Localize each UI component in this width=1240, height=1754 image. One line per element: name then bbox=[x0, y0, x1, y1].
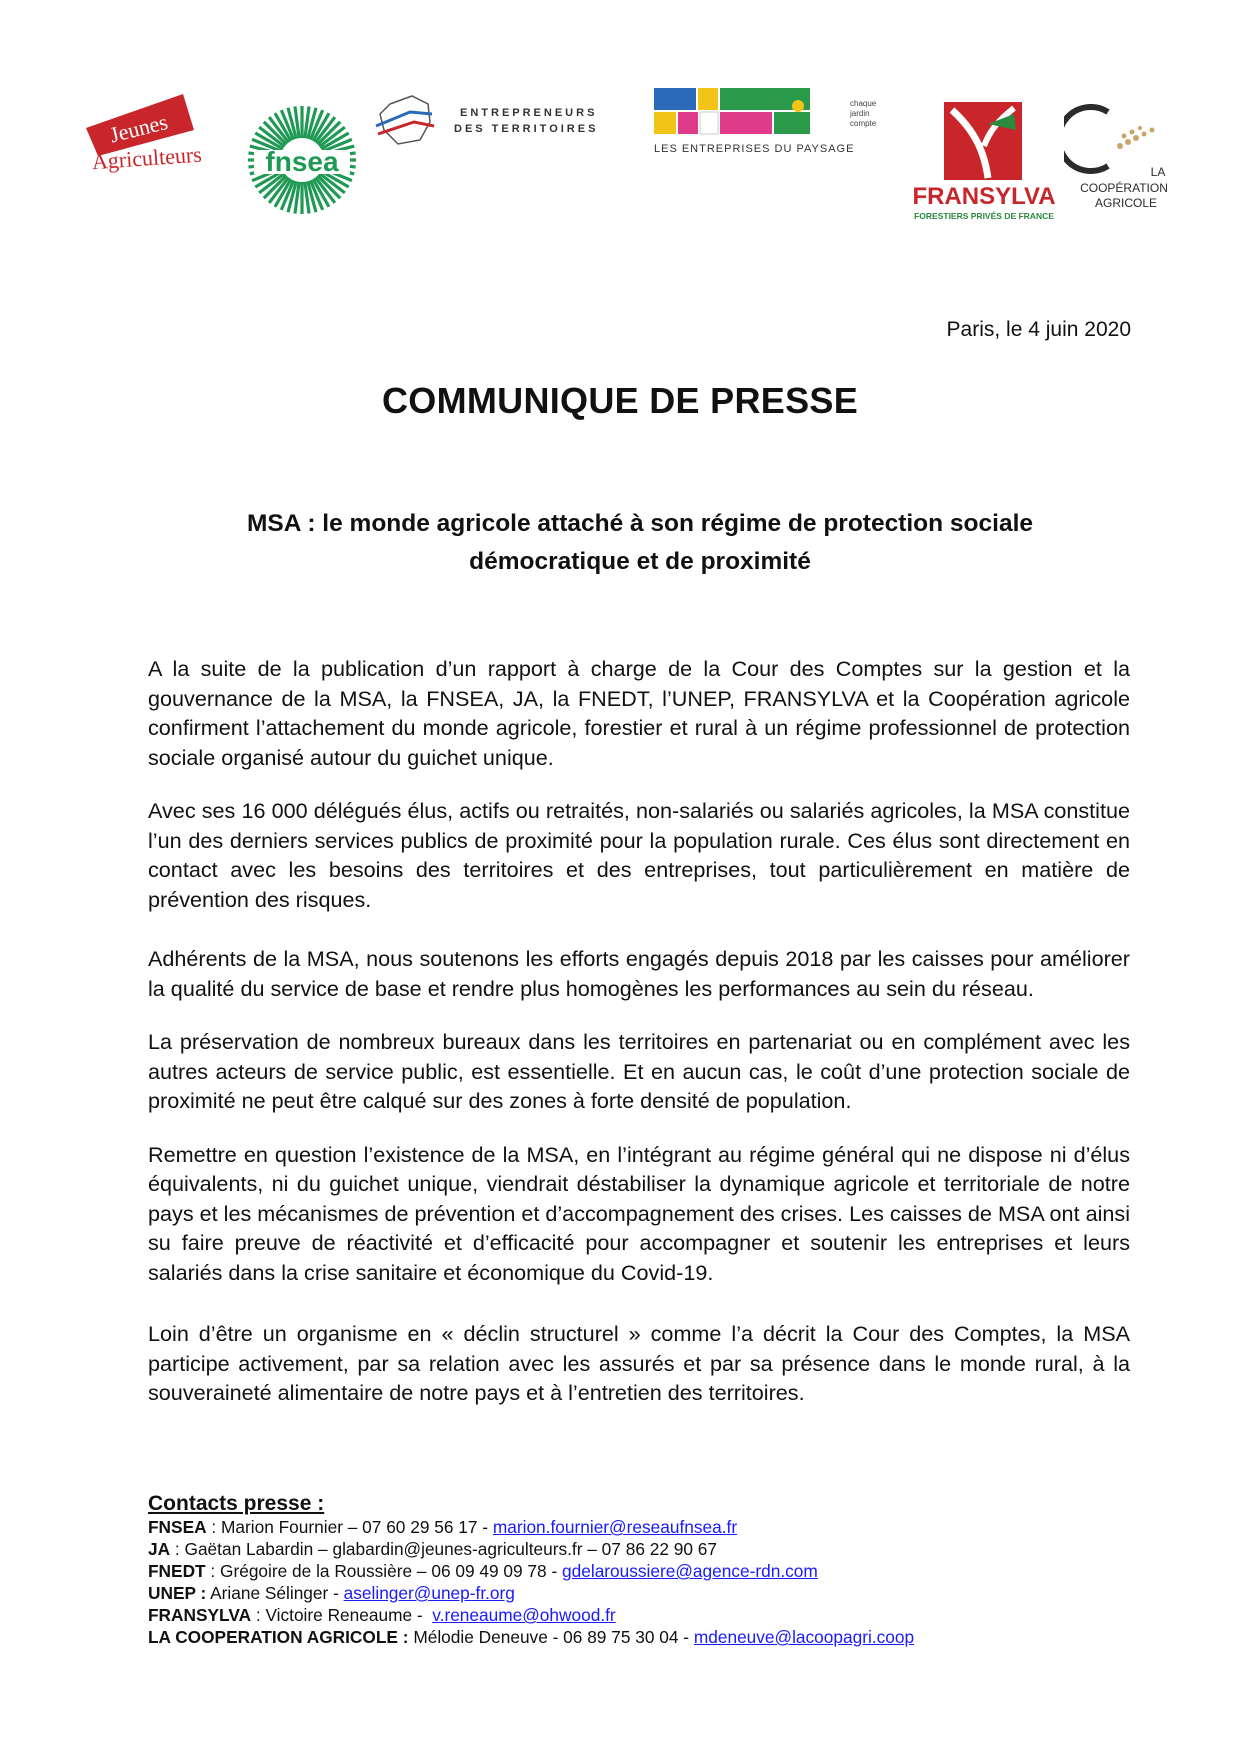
unep-blocks-icon bbox=[652, 84, 892, 164]
subtitle-line-1: MSA : le monde agricole attaché à son régime de protection sociale bbox=[246, 510, 1034, 537]
logo-banner bbox=[0, 0, 1240, 240]
coop-logo-line3: AGRICOLE bbox=[1094, 196, 1158, 210]
fransylva-logo bbox=[904, 100, 1064, 225]
coop-logo-line1: LA bbox=[1150, 165, 1166, 179]
contact-org: JA bbox=[148, 1539, 171, 1559]
contact-fnedt bbox=[148, 1560, 1148, 1582]
unep-tag-line2: jardin bbox=[850, 109, 870, 118]
edt-logo-line1: ENTREPRENEURS bbox=[460, 107, 598, 119]
paragraph-4: La préservation de nombreux bureaux dans les territoires en partenariat ou en complément avec les autres acteurs de service public, est essentielle. Et en aucun cas, le coût d’une protection sociale de proximité ne peut être calqué sur des zones à forte densité de population. bbox=[148, 1029, 1130, 1113]
contact-details: Ariane Sélinger - bbox=[210, 1583, 344, 1603]
contact-org: FRANSYLVA bbox=[148, 1605, 252, 1625]
fnsea-logo-text: fnsea bbox=[265, 146, 339, 177]
ja-logo-line2: Agriculteurs bbox=[91, 141, 203, 175]
contact-org: FNEDT bbox=[148, 1561, 206, 1581]
ja-logo-line1: Jeunes bbox=[107, 109, 171, 148]
document-date: Paris, le 4 juin 2020 bbox=[946, 318, 1131, 341]
fransylva-mark-icon bbox=[904, 100, 1064, 225]
contact-org: UNEP : bbox=[148, 1583, 207, 1603]
contact-cooperation-agricole bbox=[148, 1626, 1148, 1648]
contact-unep bbox=[148, 1582, 1148, 1604]
contact-separator: : bbox=[206, 1517, 221, 1537]
cooperation-agricole-logo bbox=[1064, 104, 1184, 214]
fnsea-sunburst-icon bbox=[246, 104, 358, 216]
jeunes-agriculteurs-logo bbox=[78, 86, 218, 181]
fnsea-logo bbox=[246, 104, 358, 216]
press-contacts bbox=[148, 1491, 1148, 1648]
contact-email-link[interactable]: marion.fournier@reseaufnsea.fr bbox=[492, 1517, 738, 1537]
coop-logo-line2: COOPÉRATION bbox=[1080, 181, 1168, 195]
coop-c-icon bbox=[1064, 104, 1184, 214]
contact-separator: : bbox=[205, 1561, 221, 1581]
document-title: COMMUNIQUE DE PRESSE bbox=[381, 380, 859, 421]
subtitle-line-2: démocratique et de proximité bbox=[469, 548, 811, 575]
unep-logo bbox=[652, 84, 892, 164]
contact-details: Grégoire de la Roussière – 06 09 49 09 78 - bbox=[220, 1561, 563, 1581]
edt-map-icon bbox=[372, 92, 612, 152]
contact-email-link[interactable]: mdeneuve@lacoopagri.coop bbox=[693, 1627, 915, 1647]
paragraph-2: Avec ses 16 000 délégués élus, actifs ou retraités, non-salariés ou salariés agricoles, la MSA constitue l’un des derniers services publics de proximité pour la population rurale. Ces élus sont directement en contact avec les besoins des territoires et des entreprises, tout particulièrement en matière de prévention des risques. bbox=[148, 798, 1130, 912]
contact-details: Gaëtan Labardin – glabardin@jeunes-agriculteurs.fr – 07 86 22 90 67 bbox=[184, 1539, 717, 1559]
contact-ja bbox=[148, 1538, 1148, 1560]
fransylva-logo-tagline: FORESTIERS PRIVÉS DE FRANCE bbox=[914, 211, 1054, 221]
paragraph-5: Remettre en question l’existence de la MSA, en l’intégrant au régime général qui ne dispose ni d’élus équivalents, ni du guichet unique, viendrait déstabiliser la dynamique agricole et territoriale de notre pays et les mécanismes de prévention et d’accompagnement des crises. Les caisses de MSA ont ainsi su faire preuve de réactivité et d’efficacité pour accompagner et soutenir les entreprises et leurs salariés dans la crise sanitaire et économique du Covid-19. bbox=[148, 1141, 1130, 1285]
contact-fnsea bbox=[148, 1516, 1148, 1538]
contact-email-link[interactable]: aselinger@unep-fr.org bbox=[343, 1583, 515, 1603]
contact-separator: : bbox=[170, 1539, 185, 1559]
contact-separator: : bbox=[251, 1605, 266, 1625]
paragraph-3: Adhérents de la MSA, nous soutenons les efforts engagés depuis 2018 par les caisses pour améliorer la qualité du service de base et rendre plus homogènes les performances au sein du réseau. bbox=[148, 946, 1130, 1001]
contact-org: LA COOPERATION AGRICOLE : bbox=[148, 1627, 409, 1647]
contact-details: Mélodie Deneuve - 06 89 75 30 04 - bbox=[413, 1627, 694, 1647]
unep-logo-caption: LES ENTREPRISES DU PAYSAGE bbox=[654, 143, 855, 155]
contacts-heading: Contacts presse : bbox=[148, 1492, 325, 1515]
edt-logo-line2: DES TERRITOIRES bbox=[454, 123, 599, 135]
jeunes-agriculteurs-mark bbox=[78, 86, 218, 181]
unep-tag-line3: compte bbox=[850, 119, 877, 128]
contact-email-link[interactable]: v.reneaume@ohwood.fr bbox=[432, 1605, 616, 1625]
contact-details: Victoire Reneaume - bbox=[265, 1605, 433, 1625]
fransylva-logo-name: FRANSYLVA bbox=[912, 183, 1056, 210]
contact-email-link[interactable]: gdelaroussiere@agence-rdn.com bbox=[562, 1561, 818, 1581]
contact-org: FNSEA bbox=[148, 1517, 207, 1537]
document-body bbox=[148, 654, 1130, 1408]
contact-details: Marion Fournier – 07 60 29 56 17 - bbox=[220, 1517, 493, 1537]
paragraph-6: Loin d’être un organisme en « déclin structurel » comme l’a décrit la Cour des Comptes, la MSA participe activement, par sa relation avec les assurés et par sa présence dans le monde rural, à la souveraineté alimentaire de notre pays et à l’entretien des territoires. bbox=[148, 1321, 1130, 1405]
unep-tag-line1: chaque bbox=[850, 99, 877, 108]
contact-fransylva bbox=[148, 1604, 1148, 1626]
document-subtitle bbox=[160, 505, 1120, 581]
edt-logo bbox=[372, 92, 612, 152]
paragraph-1: A la suite de la publication d’un rapport à charge de la Cour des Comptes sur la gestion et la gouvernance de la MSA, la FNSEA, JA, la FNEDT, l’UNEP, FRANSYLVA et la Coopération agricole confirment l’attachement du monde agricole, forestier et rural à un régime professionnel de protection sociale organisé autour du guichet unique. bbox=[148, 656, 1130, 770]
